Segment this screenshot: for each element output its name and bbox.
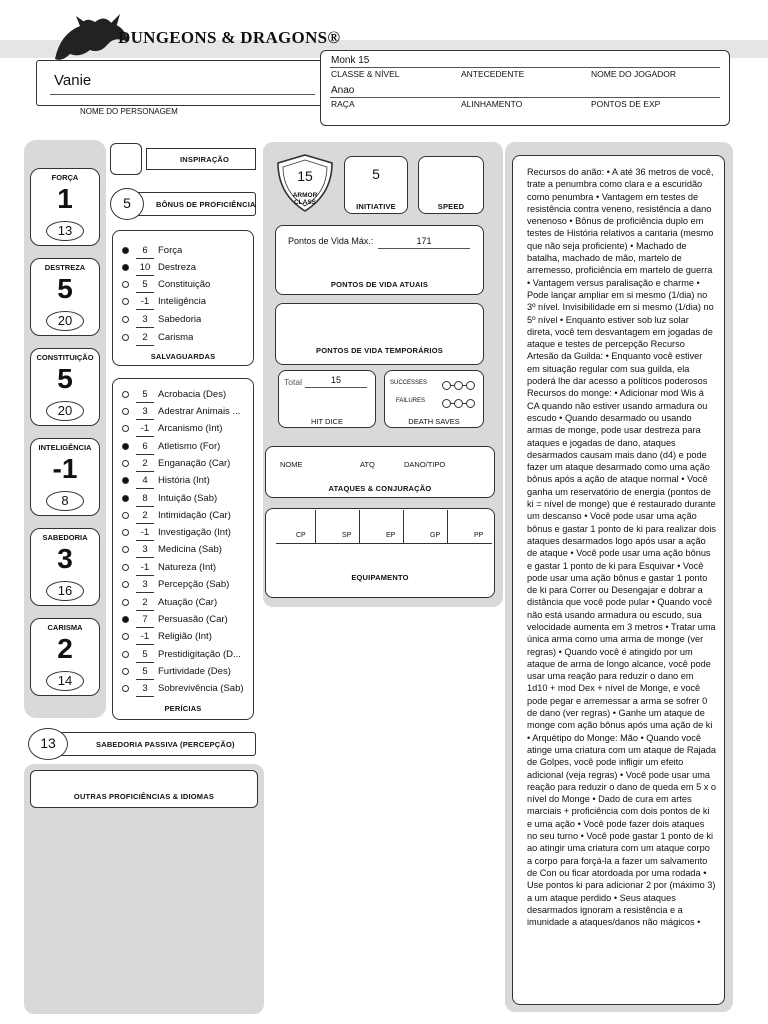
skill-name: Atuação (Car) [158, 597, 218, 608]
ability-intelligence [30, 438, 100, 516]
skill-name: Percepção (Sab) [158, 579, 230, 590]
coin-label: CP [296, 532, 306, 539]
hp-max-label: Pontos de Vida Máx.: [288, 236, 374, 246]
skill-value[interactable]: -1 [136, 422, 154, 437]
save-proficiency-dot[interactable] [122, 264, 129, 271]
save-proficiency-dot[interactable] [122, 298, 129, 305]
speed-label: SPEED [437, 202, 465, 211]
race-label: RAÇA [331, 99, 355, 109]
save-name: Sabedoria [158, 314, 202, 325]
skill-name: Intuição (Sab) [158, 493, 218, 504]
ability-score[interactable]: 16 [46, 581, 84, 601]
skill-proficiency-dot[interactable] [122, 633, 129, 640]
passive-perception-value[interactable]: 13 [28, 728, 68, 760]
hp-max-line [378, 248, 470, 249]
skill-name: Enganação (Car) [158, 458, 231, 469]
skill-proficiency-dot[interactable] [122, 668, 129, 675]
inspiration-checkbox[interactable] [110, 143, 142, 175]
inspiration-label: INSPIRAÇÃO [180, 155, 230, 164]
ability-score[interactable]: 8 [46, 491, 84, 511]
skill-proficiency-dot[interactable] [122, 651, 129, 658]
skill-proficiency-dot[interactable] [122, 616, 129, 623]
skill-proficiency-dot[interactable] [122, 425, 129, 432]
save-value[interactable]: 5 [136, 278, 154, 293]
successes-checks [442, 377, 475, 395]
coin-label: SP [342, 532, 352, 539]
hit-dice-total-line [305, 387, 367, 388]
death-save-failure-3[interactable] [466, 399, 475, 408]
attack-name-label: NOME [280, 460, 303, 469]
skill-proficiency-dot[interactable] [122, 460, 129, 467]
death-save-success-1[interactable] [442, 381, 451, 390]
ability-score[interactable]: 14 [46, 671, 84, 691]
character-name[interactable]: Vanie [54, 72, 92, 89]
save-value[interactable]: 2 [136, 331, 154, 346]
coin-cell-cp[interactable] [276, 510, 316, 544]
skill-value[interactable]: 7 [136, 613, 154, 628]
skill-name: Prestidigitação (D... [158, 649, 241, 660]
hp-max-value[interactable]: 171 [416, 236, 432, 246]
features-traits-text[interactable]: Recursos do anão: • A até 36 metros de você, trate a penumbra como clara e a escuridão como penumbra • Vantagem em testes de resistência contra veneno, resistência a dano venenoso • Bônus de proficiência duplo em testes de História relativos a cantaria (mesmo que não seja proficiente) • Machado de batalha, machado de mão, martelo de arremesso, proficiência em martelo de guerra • Vantagem versus paralisação e charme • Pode lançar ampliar em si mesmo (1/dia) no 3º nível. Invisibilidade em si mesmo (1/dia) no 5º nível • Enquanto estiver sob luz solar direta, você tem desvantagem em jogadas de ataque e testes de percepção Recurso Artesão da Guilda: • Enquanto você estiver em situação regular com sua guilda, ela poderá lhe dar acesso a políticos poderosos Recursos do monge: • Adicionar mod Wis à CA quando não estiver usando armadura ou escudo • Quando desarmado ou usando armas de monge, pode usar destreza para ataques e jogadas de dano, ataques desarmados causam mais dano (d4) e pode fazer um ataque desarmado como uma ação bônus após a ação de ataque normal • Você ganha um reservatório de energia (pontos de ki = nível de monge) que é restaurado durante um descanso • Você pode usar uma ação bônus e gastar 1 ponto de ki para realizar dois ataques desarmados logo após usar a ação de ataque • Você pode usar uma ação bônus e gastar 1 ponto de ki para Esquivar • Você pode usar uma ação bônus e gastar 1 ponto de ki para Correr ou Desengajar e dobrar a distância que você pode pular • Quando você não está usando armadura ou escudo, sua velocidade aumenta em 3 metros • Tratar uma única arma como uma arma de monge (ver regras) • Quando você é atingido por um ataque de arma de longo alcance, você pode usar uma reação para reduzir o dano em 1d10 + mod Dex + nível de Monge, e você pode pegar e arremessar a arma se sofrer 0 de dano (ver regras) • Ganhe um ataque de monge com ação bônus após uma ação de ki • Arquétipo do Monge: Mão • Quando você atinge uma criatura com um ataque de Rajada de Golpes, você pode infligir um efeito adicional (veja regras) • Você pode usar uma reação para reduzir o dano de queda em 5 x o nível do Monge • Dado de cura em artes marciais + proficiência com dois pontos de ki e uma ação • Você pode fazer dois ataques no seu turno • Você pode gastar 1 ponto de ki ao atingir uma criatura com um ataque corpo a corpo para forçá-la a fazer um salvamento de Con ou ficar atordoada por uma rodada • Use pontos ki para adicionar 2 por (máximo 3) a um ataque perdido • Seus ataques desarmados ignoram a resistência e a imunidade a ataques/danos não mágicos • [512, 155, 725, 1005]
passive-perception-label: SABEDORIA PASSIVA (PERCEPÇÃO) [96, 740, 235, 749]
skill-proficiency-dot[interactable] [122, 512, 129, 519]
ability-wisdom [30, 528, 100, 606]
class-level-value[interactable]: Monk 15 [331, 55, 370, 66]
other-proficiencies-label: OUTRAS PROFICIÊNCIAS & IDIOMAS [73, 792, 215, 801]
hit-points-temp-box[interactable] [275, 303, 484, 365]
ability-modifier[interactable]: 5 [57, 363, 73, 394]
skill-name: Intimidação (Car) [158, 510, 231, 521]
save-name: Força [158, 245, 183, 256]
skill-proficiency-dot[interactable] [122, 546, 129, 553]
skill-name: História (Int) [158, 475, 210, 486]
death-save-failure-2[interactable] [454, 399, 463, 408]
save-proficiency-dot[interactable] [122, 316, 129, 323]
save-proficiency-dot[interactable] [122, 281, 129, 288]
header-line-2 [330, 97, 720, 98]
attack-damage-label: DANO/TIPO [404, 460, 446, 469]
ability-name: SABEDORIA [42, 533, 88, 542]
skill-value[interactable]: 2 [136, 457, 154, 472]
skill-name: Acrobacia (Des) [158, 389, 227, 400]
death-save-success-2[interactable] [454, 381, 463, 390]
death-save-success-3[interactable] [466, 381, 475, 390]
saving-throws-label: SALVAGUARDAS [150, 352, 216, 361]
coin-label: PP [474, 532, 484, 539]
hit-dice-total-value[interactable]: 15 [330, 375, 341, 385]
skill-value[interactable]: 5 [136, 648, 154, 663]
ability-modifier[interactable]: 5 [57, 273, 73, 304]
skill-name: Persuasão (Car) [158, 614, 228, 625]
initiative-value[interactable]: 5 [372, 166, 380, 182]
ability-modifier[interactable]: 2 [57, 633, 73, 664]
ability-strength [30, 168, 100, 246]
background-label: ANTECEDENTE [461, 69, 525, 79]
save-value[interactable]: 6 [136, 244, 154, 259]
failures-label: FAILURES [396, 398, 426, 404]
save-name: Constituição [158, 279, 211, 290]
skills-label: PERÍCIAS [164, 704, 202, 713]
ability-dexterity [30, 258, 100, 336]
hp-temp-label: PONTOS DE VIDA TEMPORÁRIOS [316, 346, 443, 355]
character-name-label: NOME DO PERSONAGEM [80, 107, 178, 116]
ability-score[interactable]: 20 [46, 401, 84, 421]
save-name: Carisma [158, 332, 194, 343]
other-proficiencies-box[interactable] [30, 770, 258, 808]
alignment-label: ALINHAMENTO [461, 99, 523, 109]
armor-class-value[interactable]: 15 [297, 168, 313, 184]
skill-name: Natureza (Int) [158, 562, 217, 573]
ability-score[interactable]: 13 [46, 221, 84, 241]
ability-constitution [30, 348, 100, 426]
skill-value[interactable]: 5 [136, 665, 154, 680]
character-name-line [50, 94, 315, 95]
ability-name: CARISMA [47, 623, 83, 632]
player-name-label: NOME DO JOGADOR [591, 69, 677, 79]
coin-cell-sp[interactable] [316, 510, 360, 544]
skill-proficiency-dot[interactable] [122, 685, 129, 692]
skill-value[interactable]: 3 [136, 543, 154, 558]
ability-modifier[interactable]: 3 [57, 543, 73, 574]
skill-name: Investigação (Int) [158, 527, 231, 538]
skill-value[interactable]: 3 [136, 405, 154, 420]
save-proficiency-dot[interactable] [122, 334, 129, 341]
proficiency-value[interactable]: 5 [110, 188, 144, 220]
header-info-box [320, 50, 730, 126]
class-level-label: CLASSE & NÍVEL [331, 69, 400, 79]
ability-modifier[interactable]: -1 [52, 453, 78, 484]
skill-value[interactable]: 5 [136, 388, 154, 403]
skill-name: Adestrar Animais ... [158, 406, 241, 417]
skill-name: Religião (Int) [158, 631, 212, 642]
attack-bonus-label: ATQ [360, 460, 375, 469]
save-value[interactable]: -1 [136, 295, 154, 310]
coin-cell-gp[interactable] [404, 510, 448, 544]
race-value[interactable]: Anao [331, 85, 355, 96]
ability-charisma [30, 618, 100, 696]
skill-name: Medicina (Sab) [158, 544, 222, 555]
ability-modifier[interactable]: 1 [57, 183, 73, 214]
skill-proficiency-dot[interactable] [122, 495, 129, 502]
save-value[interactable]: 10 [136, 261, 154, 276]
save-value[interactable]: 3 [136, 313, 154, 328]
armor-class-label: ARMOR CLASS [292, 192, 318, 206]
skill-value[interactable]: 4 [136, 474, 154, 489]
hit-dice-label: HIT DICE [311, 417, 343, 426]
skill-value[interactable]: 2 [136, 509, 154, 524]
failures-checks [442, 395, 475, 413]
ability-name: FORÇA [51, 173, 79, 182]
skill-value[interactable]: 8 [136, 492, 154, 507]
skill-proficiency-dot[interactable] [122, 581, 129, 588]
skill-proficiency-dot[interactable] [122, 599, 129, 606]
coin-cell-ep[interactable] [360, 510, 404, 544]
skill-value[interactable]: -1 [136, 561, 154, 576]
coin-label: EP [386, 532, 396, 539]
hp-current-label: PONTOS DE VIDA ATUAIS [330, 280, 429, 289]
coin-label: GP [430, 532, 441, 539]
skill-value[interactable]: 2 [136, 596, 154, 611]
skill-proficiency-dot[interactable] [122, 443, 129, 450]
skill-value[interactable]: 3 [136, 578, 154, 593]
skill-proficiency-dot[interactable] [122, 391, 129, 398]
save-name: Destreza [158, 262, 197, 273]
skill-proficiency-dot[interactable] [122, 477, 129, 484]
death-saves-label: DEATH SAVES [408, 417, 460, 426]
ability-name: CONSTITUIÇÃO [36, 353, 94, 362]
ability-score[interactable]: 20 [46, 311, 84, 331]
skill-value[interactable]: -1 [136, 630, 154, 645]
initiative-label: INITIATIVE [356, 202, 396, 211]
skill-proficiency-dot[interactable] [122, 408, 129, 415]
coin-cell-pp[interactable] [448, 510, 492, 544]
save-proficiency-dot[interactable] [122, 247, 129, 254]
coins-row [276, 510, 492, 544]
proficiency-label: BÔNUS DE PROFICIÊNCIA [156, 200, 256, 209]
ability-name: INTELIGÊNCIA [38, 443, 92, 452]
skill-name: Sobrevivência (Sab) [158, 683, 244, 694]
skill-value[interactable]: 6 [136, 440, 154, 455]
skill-proficiency-dot[interactable] [122, 564, 129, 571]
skill-proficiency-dot[interactable] [122, 529, 129, 536]
hit-dice-total-label: Total [284, 377, 302, 387]
successes-label: SUCCESSES [390, 380, 428, 386]
attacks-label: ATAQUES & CONJURAÇÃO [328, 484, 432, 493]
skill-name: Atletismo (For) [158, 441, 221, 452]
logo-text: DUNGEONS & DRAGONS® [118, 28, 341, 47]
death-save-failure-1[interactable] [442, 399, 451, 408]
ability-name: DESTREZA [44, 263, 86, 272]
skill-value[interactable]: -1 [136, 526, 154, 541]
skill-name: Furtividade (Des) [158, 666, 231, 677]
skill-name: Arcanismo (Int) [158, 423, 223, 434]
equipment-label: EQUIPAMENTO [351, 573, 409, 582]
skill-value[interactable]: 3 [136, 682, 154, 697]
save-name: Inteligência [158, 296, 207, 307]
header-line-1 [330, 67, 720, 68]
xp-label: PONTOS DE EXP [591, 99, 661, 109]
